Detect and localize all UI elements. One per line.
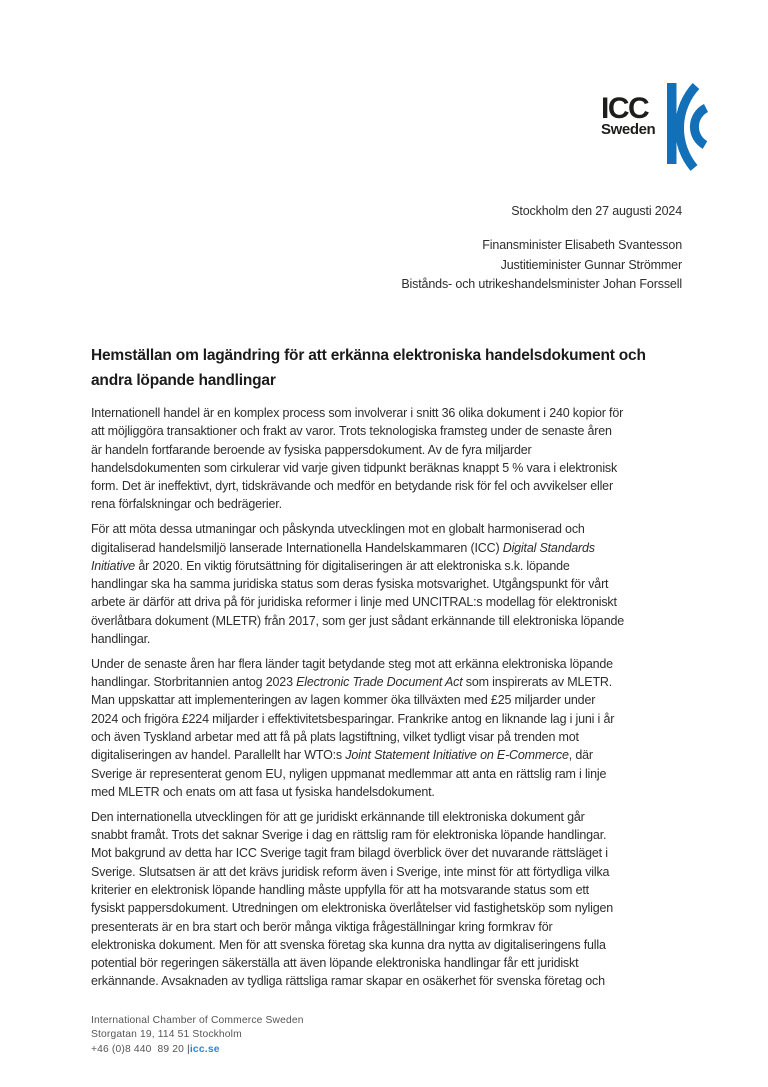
letter-title: Hemställan om lagändring för att erkänna elektroniska handelsdokument och andra löpande handlingar — [91, 347, 646, 389]
footer-phone: +46 (0)8 440 89 20 — [91, 1044, 188, 1055]
recipient-trade-minister: Bistånds- och utrikeshandelsminister Johan Forssell — [401, 277, 682, 291]
footer-address: Storgatan 19, 114 51 Stockholm — [91, 1029, 242, 1040]
logo-wordmark-sweden: Sweden — [601, 121, 656, 138]
body-paragraph-4: Den internationella utvecklingen för att ge juridiskt erkännande till elektroniska dokument går snabbt framåt. Trots det saknar Sverige i dag en rättslig ram för elektroniska löpande handlingar. Mot bakgrund av detta har ICC Sverige tagit fram bilagd överblick över det nuvarande rättsläget i Sverige. Slutsatsen är att det krävs juridisk reform även i Sverige, inte minst för att förtydliga vilka kriterier en elektronisk löpande handling måste uppfylla för att ha motsvarande status som ett fysiskt pappersdokument. Utredningen om elektroniska överlåtelser vid fastighetsköp som nyligen presenterats är en bra start och berör många viktiga frågeställningar kring formkrav för elektroniska dokument. Men för att svenska företag ska kunna dra nytta av digitaliseringens fulla potential bör regeringen säkerställa att även löpande elektroniska handlingar får ett juridiskt erkännande. Avsaknaden av tydliga rättsliga ramar skapar en osäkerhet för svenska företag och — [91, 809, 614, 989]
footer-separator: | — [187, 1044, 190, 1055]
dateline: Stockholm den 27 augusti 2024 — [511, 204, 682, 218]
footer-website-link[interactable]: icc.se — [189, 1044, 220, 1055]
letter-footer — [91, 1014, 304, 1057]
body-paragraph-3: Under de senaste åren har flera länder tagit betydande steg mot att erkänna elektroniska löpande handlingar. Storbritannien antog 2023 Electronic Trade Document Act som inspirerats av MLETR. Man uppskattar att implementeringen av lagen kommer öka tillväxten med £25 miljarder under 2024 och frigöra £224 miljarder i effektivitetsbesparingar. Frankrike antog en liknande lag i juni i år och även Tyskland arbetar med att få på plats lagstiftning, vilket tydligt visar på trenden mot digitaliseringen av handel. Parallellt har WTO:s Joint Statement Initiative on E-Commerce, där Sverige är representerat genom EU, nyligen uppmanat medlemmar att anta en rättslig ram i linje med MLETR och enats om att fasa ut fysiska handelsdokument. — [91, 656, 615, 799]
recipient-finance-minister: Finansminister Elisabeth Svantesson — [482, 238, 682, 252]
letter-body — [91, 404, 716, 997]
icc-arcs-icon — [666, 82, 712, 172]
body-paragraph-2: För att möta dessa utmaningar och påskynda utvecklingen mot en globalt harmoniserad och digitaliserad handelsmiljö lanserade Internationella Handelskammaren (ICC) Digital Standards Initiative år 2020. En viktig förutsättning för digitaliseringen är att elektroniska s.k. löpande handlingar ska ha samma juridiska status som deras fysiska motsvarighet. Utgångspunkt för vårt arbete är därför att driva på för juridiska reformer i linje med UNCITRAL:s modellag för elektroniskt överlåtbara dokument (MLETR) från 2017, som ger just sådant erkännande till elektroniska löpande handlingar. — [91, 522, 625, 647]
logo-wordmark-icc: ICC — [601, 92, 649, 125]
footer-organization: International Chamber of Commerce Sweden — [91, 1015, 304, 1026]
recipient-justice-minister: Justitieminister Gunnar Strömmer — [500, 257, 682, 272]
body-paragraph-1: Internationell handel är en komplex process som involverar i snitt 36 olika dokument i 240 kopior för att möjliggöra transaktioner och frakt av varor. Trots teknologiska framsteg under de senaste åren är handeln fortfarande beroende av fysiska pappersdokument. Av de fyra miljarder handelsdokumenten som cirkulerar vid varje given tidpunkt beräknas knappt 5 % vara i elektronisk form. Det är ineffektivt, dyrt, tidskrävande och medför en betydande risk för fel och avvikelser eller rena förfalskningar och bedrägerier. — [91, 406, 624, 512]
recipient-list — [401, 236, 682, 295]
footer-contact-line — [91, 1043, 304, 1057]
